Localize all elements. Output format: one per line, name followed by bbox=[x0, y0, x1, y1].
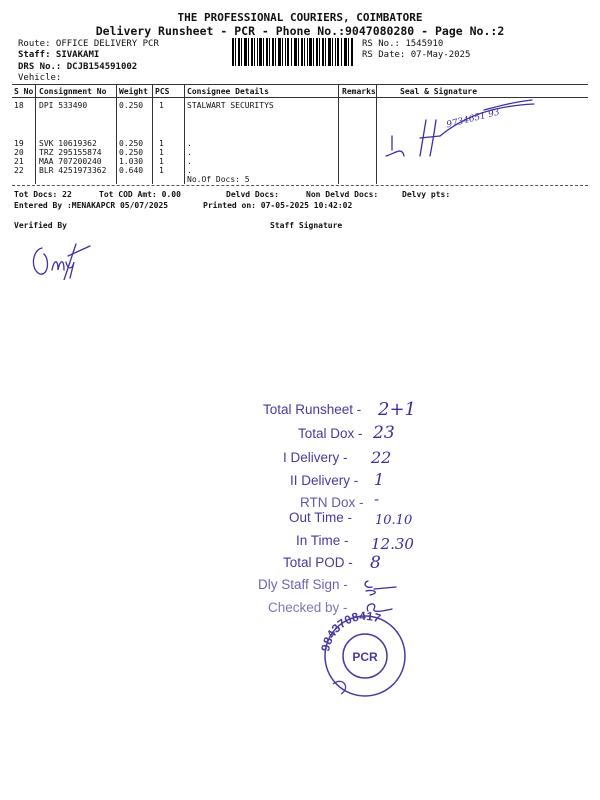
printed-on: Printed on: 07-05-2025 10:42:02 bbox=[203, 201, 353, 210]
sno-cell: 19 bbox=[14, 139, 24, 148]
col-header-weight: Weight bbox=[119, 87, 148, 96]
weight-cell: 0.640 bbox=[119, 166, 144, 175]
no-of-docs: No.Of Docs: 5 bbox=[187, 175, 250, 184]
consignee-cell: . bbox=[187, 139, 192, 148]
weight-cell: 1.030 bbox=[119, 157, 144, 166]
sno-cell: 20 bbox=[14, 148, 24, 157]
non-delivered-docs: Non Delvd Docs: bbox=[306, 190, 379, 199]
summary-label: RTN Dox - bbox=[300, 495, 364, 510]
sno-cell: 22 bbox=[14, 166, 24, 175]
summary-label: Total Runsheet - bbox=[263, 402, 362, 417]
table-bottom-rule bbox=[12, 185, 588, 186]
tot-cod-amount: Tot COD Amt: 0.00 bbox=[99, 190, 181, 199]
pcs-cell: 1 bbox=[159, 139, 164, 148]
verifier-signature bbox=[28, 240, 98, 280]
sno-cell: 21 bbox=[14, 157, 24, 166]
delivered-docs: Delvd Docs: bbox=[226, 190, 279, 199]
col-divider bbox=[35, 84, 36, 184]
col-divider bbox=[184, 84, 185, 184]
consignment-cell: DPI 533490 bbox=[39, 101, 88, 110]
consignee-cell: . bbox=[187, 148, 192, 157]
runsheet-subtitle: Delivery Runsheet - PCR - Phone No.:9047080280 - Page No.:2 bbox=[95, 24, 505, 38]
consignee-cell: . bbox=[187, 166, 192, 175]
consignment-cell: TRZ 295155874 bbox=[39, 148, 102, 157]
pcs-cell: 1 bbox=[159, 157, 164, 166]
summary-value: 8 bbox=[370, 553, 381, 573]
summary-value: 1 bbox=[374, 470, 385, 489]
col-header-seal-signature: Seal & Signature bbox=[400, 87, 478, 96]
summary-label: Checked by - bbox=[268, 600, 348, 615]
stamp-center-text: PCR bbox=[352, 650, 378, 664]
summary-value: 22 bbox=[371, 448, 392, 467]
weight-cell: 0.250 bbox=[119, 101, 144, 110]
col-header-pcs: PCS bbox=[155, 87, 170, 96]
weight-cell: 0.250 bbox=[119, 139, 144, 148]
summary-value: - bbox=[374, 490, 380, 508]
summary-label: I Delivery - bbox=[283, 450, 348, 465]
pcs-cell: 1 bbox=[159, 166, 164, 175]
consignment-cell: BLR 4251973362 bbox=[39, 166, 107, 175]
summary-label: In Time - bbox=[296, 533, 349, 548]
receiver-signature bbox=[384, 96, 544, 168]
col-divider bbox=[376, 84, 377, 184]
route-label: Route: OFFICE DELIVERY PCR bbox=[18, 39, 159, 49]
summary-value: 12.30 bbox=[371, 535, 414, 553]
sno-cell: 18 bbox=[14, 101, 24, 110]
signature-number: 9734651 93 bbox=[445, 107, 501, 131]
col-divider bbox=[152, 84, 153, 184]
pcs-cell: 1 bbox=[159, 101, 164, 110]
verified-by-label: Verified By bbox=[14, 221, 67, 230]
summary-value: 10.10 bbox=[375, 513, 413, 528]
staff-signature-label: Staff Signature bbox=[270, 221, 343, 230]
weight-cell: 0.250 bbox=[119, 148, 144, 157]
tot-docs: Tot Docs: 22 bbox=[14, 190, 72, 199]
col-header-remarks: Remarks bbox=[342, 87, 376, 96]
consignee-cell: . bbox=[187, 157, 192, 166]
col-header-sno: S No bbox=[14, 87, 34, 96]
delivery-points: Delvy pts: bbox=[402, 190, 451, 199]
summary-label: II Delivery - bbox=[290, 473, 359, 488]
col-header-consignment: Consignment No bbox=[39, 87, 107, 96]
table-top-rule bbox=[12, 84, 588, 85]
summary-value: 2+1 bbox=[378, 399, 416, 420]
consignee-cell: STALWART SECURITYS bbox=[187, 101, 274, 110]
stamp-phone-number: 9843708417 bbox=[318, 608, 383, 653]
col-divider bbox=[116, 84, 117, 184]
company-title: THE PROFESSIONAL COURIERS, COIMBATORE bbox=[177, 11, 423, 24]
col-divider bbox=[338, 84, 339, 184]
rs-number: RS No.: 1545910 bbox=[362, 39, 444, 49]
pcr-stamp bbox=[313, 606, 417, 698]
consignment-cell: SVK 10619362 bbox=[39, 139, 97, 148]
summary-label: Total POD - bbox=[283, 555, 353, 570]
pcs-cell: 1 bbox=[159, 148, 164, 157]
barcode bbox=[232, 38, 354, 66]
svg-text:9843708417 bbox=[318, 609, 382, 653]
consignment-cell: MAA 707200240 bbox=[39, 157, 102, 166]
staff-label: Staff: SIVAKAMI bbox=[18, 50, 100, 60]
vehicle-label: Vehicle: bbox=[18, 73, 62, 83]
rs-date: RS Date: 07-May-2025 bbox=[362, 50, 471, 60]
drs-number: DRS No.: DCJB154591002 bbox=[18, 62, 138, 72]
col-header-consignee: Consignee Details bbox=[187, 87, 269, 96]
summary-value: 23 bbox=[373, 423, 395, 443]
summary-label: Total Dox - bbox=[298, 426, 363, 441]
summary-label: Out Time - bbox=[289, 510, 353, 525]
summary-label: Dly Staff Sign - bbox=[258, 577, 348, 592]
entered-by: Entered By :MENAKAPCR 05/07/2025 bbox=[14, 201, 169, 210]
